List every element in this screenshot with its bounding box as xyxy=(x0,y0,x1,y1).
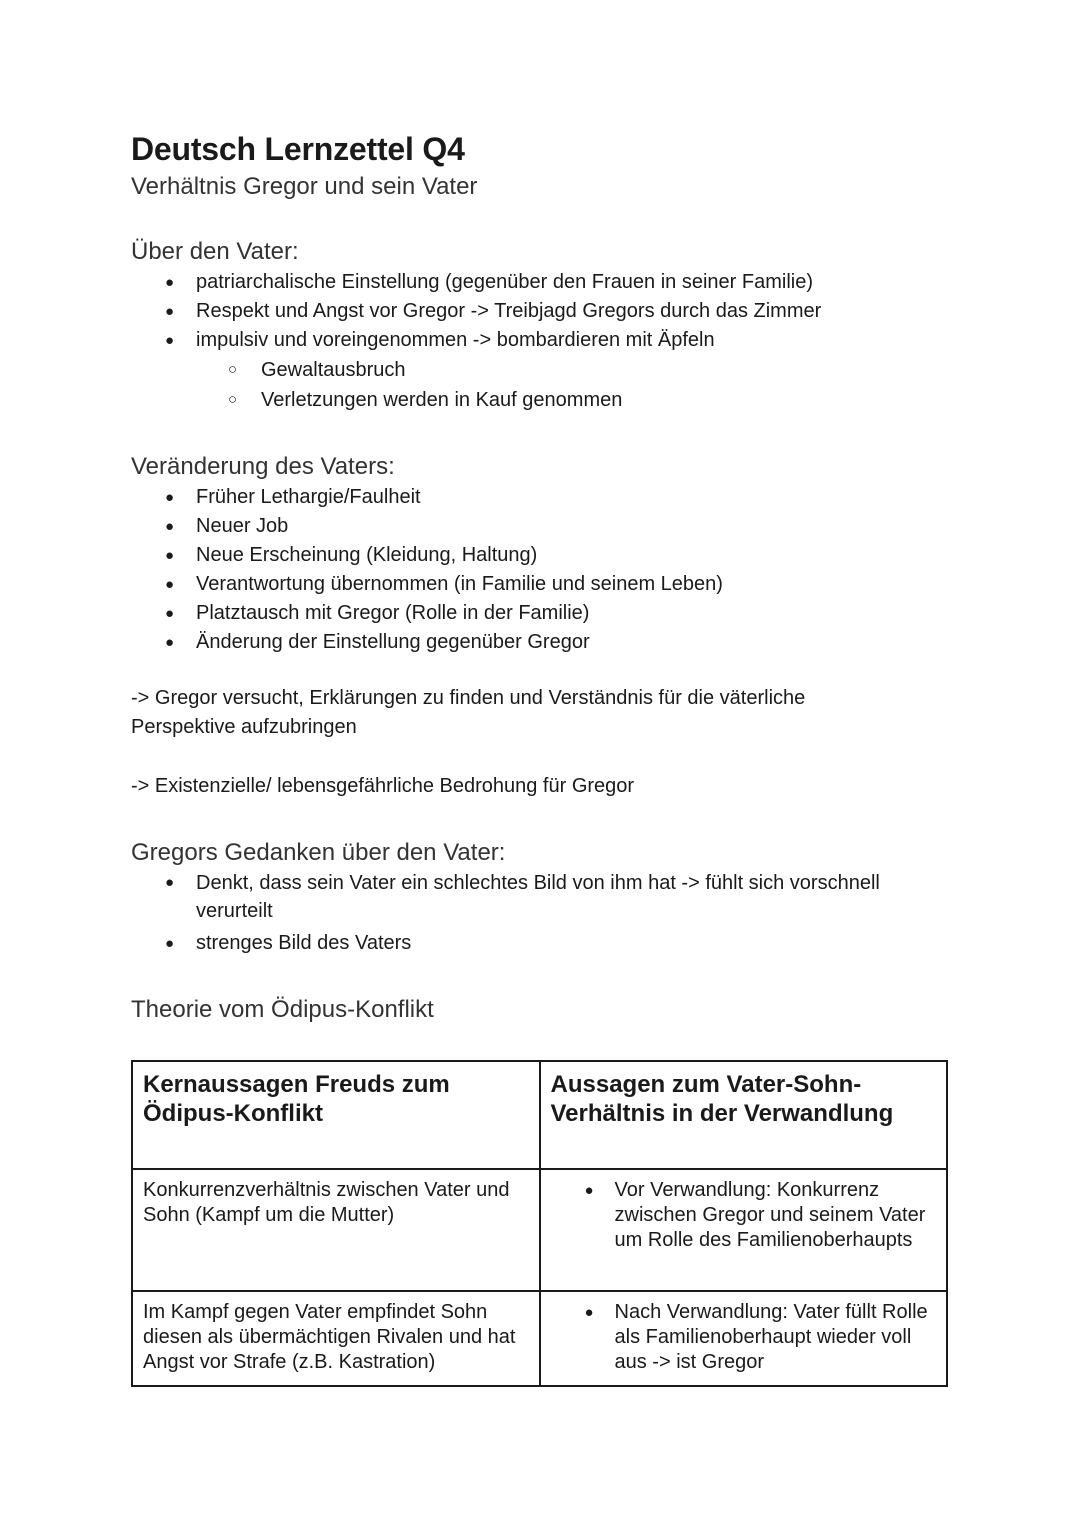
bullet-list xyxy=(131,869,946,958)
sub-bullet-list xyxy=(131,355,951,415)
list-item: ● strenges Bild des Vaters xyxy=(131,929,946,958)
oedipus-table xyxy=(131,1060,948,1387)
list-item: ● Vor Verwandlung: Konkurrenz zwischen Gregor und seinem Vater um Rolle des Familienoberhaupts xyxy=(551,1178,937,1253)
list-item: ● impulsiv und voreingenommen -> bombardieren mit Äpfeln xyxy=(131,326,951,355)
list-item: ● Nach Verwandlung: Vater füllt Rolle als Familienoberhaupt wieder voll aus -> ist Gregor xyxy=(551,1300,937,1375)
list-item: ● Neuer Job xyxy=(131,512,951,541)
sub-list-item: ○ Gewaltausbruch xyxy=(131,355,951,385)
note-paragraph: -> Existenzielle/ lebensgefährliche Bedrohung für Gregor xyxy=(131,775,635,797)
table-cell: Konkurrenzverhältnis zwischen Vater und Sohn (Kampf um die Mutter) xyxy=(132,1169,540,1291)
section-heading-oedipus: Theorie vom Ödipus-Konflikt xyxy=(131,996,434,1023)
table-cell xyxy=(540,1169,948,1291)
section-heading-ueber-den-vater: Über den Vater: xyxy=(131,238,299,265)
table-row xyxy=(132,1169,947,1291)
table-row xyxy=(132,1291,947,1386)
list-item: ● patriarchalische Einstellung (gegenüber den Frauen in seiner Familie) xyxy=(131,268,951,297)
bullet-list xyxy=(131,483,951,657)
table-header-cell: Aussagen zum Vater-Sohn-Verhältnis in der Verwandlung xyxy=(540,1061,948,1169)
document-subtitle: Verhältnis Gregor und sein Vater xyxy=(131,173,478,200)
note-paragraph: -> Gregor versucht, Erklärungen zu finden und Verständnis für die väterliche Perspektive aufzubringen xyxy=(131,687,806,738)
section-heading-gregors-gedanken: Gregors Gedanken über den Vater: xyxy=(131,839,506,866)
list-item: ● Verantwortung übernommen (in Familie und seinem Leben) xyxy=(131,570,951,599)
document-title: Deutsch Lernzettel Q4 xyxy=(131,131,465,167)
list-item: ● Platztausch mit Gregor (Rolle in der Familie) xyxy=(131,599,951,628)
document-page xyxy=(131,128,951,1387)
table-cell: Im Kampf gegen Vater empfindet Sohn diesen als übermächtigen Rivalen und hat Angst vor Strafe (z.B. Kastration) xyxy=(132,1291,540,1386)
list-item: ● Früher Lethargie/Faulheit xyxy=(131,483,951,512)
table-cell xyxy=(540,1291,948,1386)
list-item: ● Änderung der Einstellung gegenüber Gregor xyxy=(131,628,951,657)
sub-list-item: ○ Verletzungen werden in Kauf genommen xyxy=(131,385,951,415)
list-item: ● Denkt, dass sein Vater ein schlechtes Bild von ihm hat -> fühlt sich vorschnell verurteilt xyxy=(131,869,946,925)
section-heading-veraenderung: Veränderung des Vaters: xyxy=(131,453,395,480)
bullet-list xyxy=(131,268,951,355)
table-header-row xyxy=(132,1061,947,1169)
table-header-cell: Kernaussagen Freuds zum Ödipus-Konflikt xyxy=(132,1061,540,1169)
list-item: ● Respekt und Angst vor Gregor -> Treibjagd Gregors durch das Zimmer xyxy=(131,297,951,326)
list-item: ● Neue Erscheinung (Kleidung, Haltung) xyxy=(131,541,951,570)
